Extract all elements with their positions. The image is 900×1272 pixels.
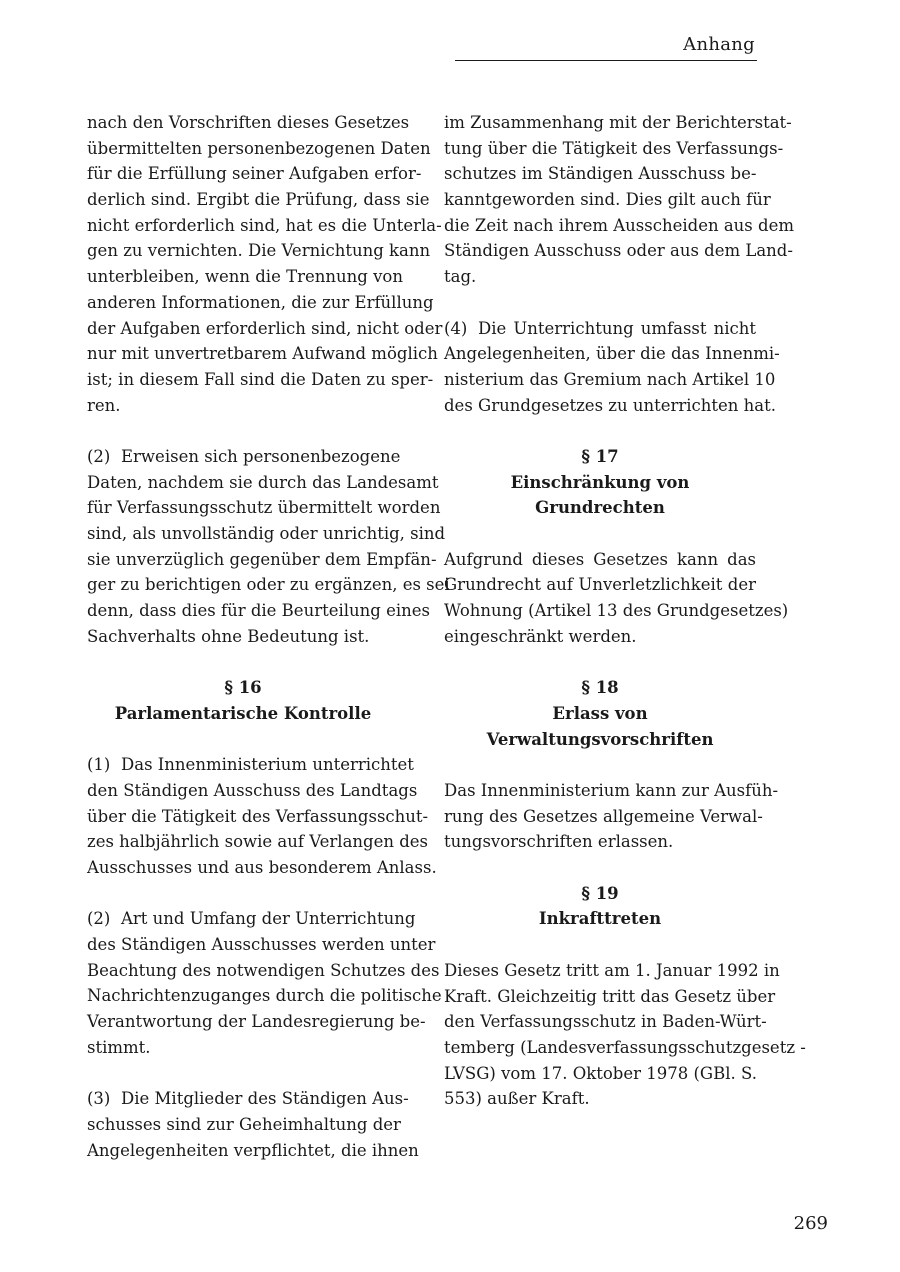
section-16-paragraph-2 bbox=[87, 906, 442, 1060]
text-line: Wohnung (Artikel 13 des Grundgesetzes) bbox=[444, 601, 789, 621]
paragraph-4 bbox=[444, 316, 780, 419]
text-line: der Aufgaben erforderlich sind, nicht oder bbox=[87, 318, 443, 338]
text-line: nur mit unvertretbarem Aufwand möglich bbox=[87, 344, 438, 364]
text-line: Grundrecht auf Unverletzlichkeit der bbox=[444, 575, 756, 595]
text-line: Sachverhalts ohne Bedeutung ist. bbox=[87, 626, 370, 646]
text-line: rung des Gesetzes allgemeine Verwal- bbox=[444, 806, 763, 826]
text-line: Angelegenheiten, über die das Innenmi- bbox=[444, 344, 780, 364]
text-line: des Grundgesetzes zu unterrichten hat. bbox=[444, 395, 777, 415]
text-line: derlich sind. Ergibt die Prüfung, dass sie bbox=[87, 190, 430, 210]
text-line: stimmt. bbox=[87, 1037, 151, 1057]
section-16-paragraph-3 bbox=[87, 1086, 419, 1163]
right-column bbox=[444, 110, 806, 1138]
text-line: Dieses Gesetz tritt am 1. Januar 1992 in bbox=[444, 960, 780, 980]
text-line: über die Tätigkeit des Verfassungsschut- bbox=[87, 806, 429, 826]
text-line: ger zu berichtigen oder zu ergänzen, es sei bbox=[87, 575, 450, 595]
section-17-title-line-1: Einschränkung von bbox=[510, 472, 690, 492]
text-line: übermittelten personenbezogenen Daten bbox=[87, 138, 431, 158]
text-line: kanntgeworden sind. Dies gilt auch für bbox=[444, 190, 771, 210]
text-line: sie unverzüglich gegenüber dem Empfän- bbox=[87, 549, 437, 569]
text-line: Kraft. Gleichzeitig tritt das Gesetz über bbox=[444, 986, 776, 1006]
text-line: nicht erforderlich sind, hat es die Unterla- bbox=[87, 215, 442, 235]
text-line: den Ständigen Ausschuss des Landtags bbox=[87, 780, 418, 800]
text-line: ist; in diesem Fall sind die Daten zu sper- bbox=[87, 369, 434, 389]
text-line: Verantwortung der Landesregierung be- bbox=[87, 1012, 426, 1032]
section-16-paragraph-1 bbox=[87, 752, 437, 880]
text-line: denn, dass dies für die Beurteilung eines bbox=[87, 601, 430, 621]
text-line: sind, als unvollständig oder unrichtig, sind bbox=[87, 524, 446, 543]
text-line: im Zusammenhang mit der Berichterstat- bbox=[444, 113, 792, 132]
text-line: Das Innenministerium kann zur Ausfüh- bbox=[444, 780, 779, 800]
text-line: gen zu vernichten. Die Vernichtung kann bbox=[87, 241, 431, 261]
text-line: Beachtung des notwendigen Schutzes des bbox=[87, 960, 440, 980]
section-18-text bbox=[444, 778, 779, 855]
section-17-title-line-2: Grundrechten bbox=[535, 498, 665, 518]
left-column bbox=[87, 110, 450, 1163]
section-19-title: Inkrafttreten bbox=[538, 909, 662, 929]
text-line: ren. bbox=[87, 395, 121, 415]
text-line: des Ständigen Ausschusses werden unter bbox=[87, 935, 436, 955]
text-line: tungsvorschriften erlassen. bbox=[444, 832, 674, 852]
text-line: nisterium das Gremium nach Artikel 10 bbox=[444, 369, 776, 389]
text-line: LVSG) vom 17. Oktober 1978 (GBl. S. bbox=[444, 1063, 757, 1083]
text-line: die Zeit nach ihrem Ausscheiden aus dem bbox=[444, 215, 794, 235]
text-line: nach den Vorschriften dieses Gesetzes bbox=[87, 113, 410, 132]
paragraph-number: (3) bbox=[87, 1089, 111, 1109]
text-line: 553) außer Kraft. bbox=[444, 1089, 590, 1109]
section-18-title: Erlass von Verwaltungsvorschriften bbox=[486, 703, 714, 749]
section-17-text bbox=[444, 547, 789, 650]
text-line: tag. bbox=[444, 267, 477, 287]
text-line: tung über die Tätigkeit des Verfassungs- bbox=[444, 138, 784, 158]
text-line: (2) Art und Umfang der Unterrichtung bbox=[87, 906, 399, 932]
header-title: Anhang bbox=[683, 34, 755, 55]
section-18-heading bbox=[444, 675, 756, 752]
continued-paragraph bbox=[444, 110, 794, 290]
section-18-number: § 18 bbox=[581, 678, 619, 698]
text-line: zes halbjährlich sowie auf Verlangen des bbox=[87, 832, 429, 852]
text-line: für Verfassungsschutz übermittelt worden bbox=[87, 498, 441, 518]
text-line: schutzes im Ständigen Ausschuss be- bbox=[444, 164, 757, 184]
text-line: temberg (Landesverfassungsschutzgesetz - bbox=[444, 1037, 806, 1057]
intro-paragraph bbox=[87, 110, 443, 418]
paragraph-number: (1) bbox=[87, 755, 111, 775]
text-line: für die Erfüllung seiner Aufgaben erfor- bbox=[87, 164, 422, 184]
text-line: Angelegenheiten verpflichtet, die ihnen bbox=[87, 1140, 419, 1160]
text-line: Ständigen Ausschuss oder aus dem Land- bbox=[444, 241, 793, 261]
section-16-heading bbox=[87, 675, 399, 726]
text-line: Daten, nachdem sie durch das Landesamt bbox=[87, 472, 439, 492]
section-17-heading bbox=[444, 444, 756, 521]
text-line: unterbleiben, wenn die Trennung von bbox=[87, 267, 403, 287]
paragraph-number: (2) bbox=[87, 446, 111, 466]
text-line: schusses sind zur Geheimhaltung der bbox=[87, 1114, 401, 1134]
text-line: den Verfassungsschutz in Baden-Würt- bbox=[444, 1012, 767, 1032]
paragraph-number: (4) bbox=[444, 318, 468, 338]
section-17-number: § 17 bbox=[581, 446, 619, 466]
text-line: (4) Die Unterrichtung umfasst nicht bbox=[444, 316, 756, 342]
text-line: (2) Erweisen sich personenbezogene bbox=[87, 444, 399, 470]
text-line: (3) Die Mitglieder des Ständigen Aus- bbox=[87, 1086, 399, 1112]
paragraph-2 bbox=[87, 444, 450, 650]
section-16-title: Parlamentarische Kontrolle bbox=[114, 703, 372, 723]
paragraph-number: (2) bbox=[87, 909, 111, 929]
section-19-heading bbox=[444, 881, 756, 932]
text-line: Aufgrund dieses Gesetzes kann das bbox=[444, 549, 756, 569]
section-19-text bbox=[444, 958, 806, 1112]
text-line: Nachrichtenzuganges durch die politische bbox=[87, 986, 442, 1006]
text-line: eingeschränkt werden. bbox=[444, 626, 637, 646]
page-number: 269 bbox=[793, 1213, 828, 1234]
section-16-number: § 16 bbox=[224, 678, 262, 698]
section-19-number: § 19 bbox=[581, 883, 619, 903]
text-line: anderen Informationen, die zur Erfüllung bbox=[87, 292, 434, 312]
text-line: Ausschusses und aus besonderem Anlass. bbox=[87, 857, 437, 877]
text-line: (1) Das Innenministerium unterrichtet bbox=[87, 752, 399, 778]
header-rule bbox=[455, 60, 757, 61]
